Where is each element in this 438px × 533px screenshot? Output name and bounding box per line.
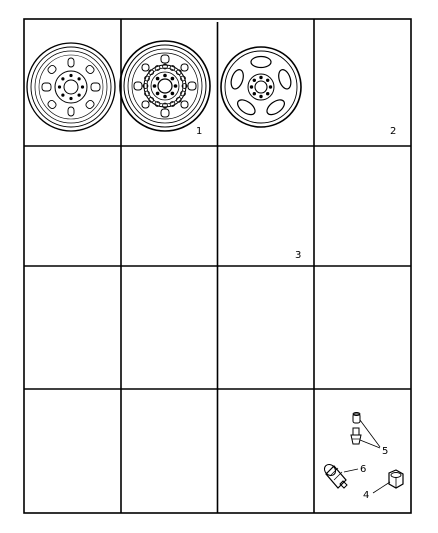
callout-2: 2 — [390, 126, 397, 137]
valve-cap-icon[interactable] — [353, 413, 360, 424]
callout-4: 4 — [363, 490, 370, 501]
wheel-lock-icon[interactable] — [322, 462, 347, 488]
callout-1: 1 — [196, 126, 203, 137]
callout-5: 5 — [382, 446, 389, 457]
steel-wheel-icon[interactable] — [27, 43, 115, 131]
valve-stem-icon[interactable] — [351, 428, 361, 444]
aluminum-wheel-icon[interactable] — [221, 47, 301, 127]
callout-6: 6 — [360, 464, 367, 475]
lug-nut-icon[interactable] — [389, 470, 403, 488]
callout-3: 3 — [295, 250, 302, 261]
styled-steel-wheel-icon[interactable] — [120, 41, 210, 131]
